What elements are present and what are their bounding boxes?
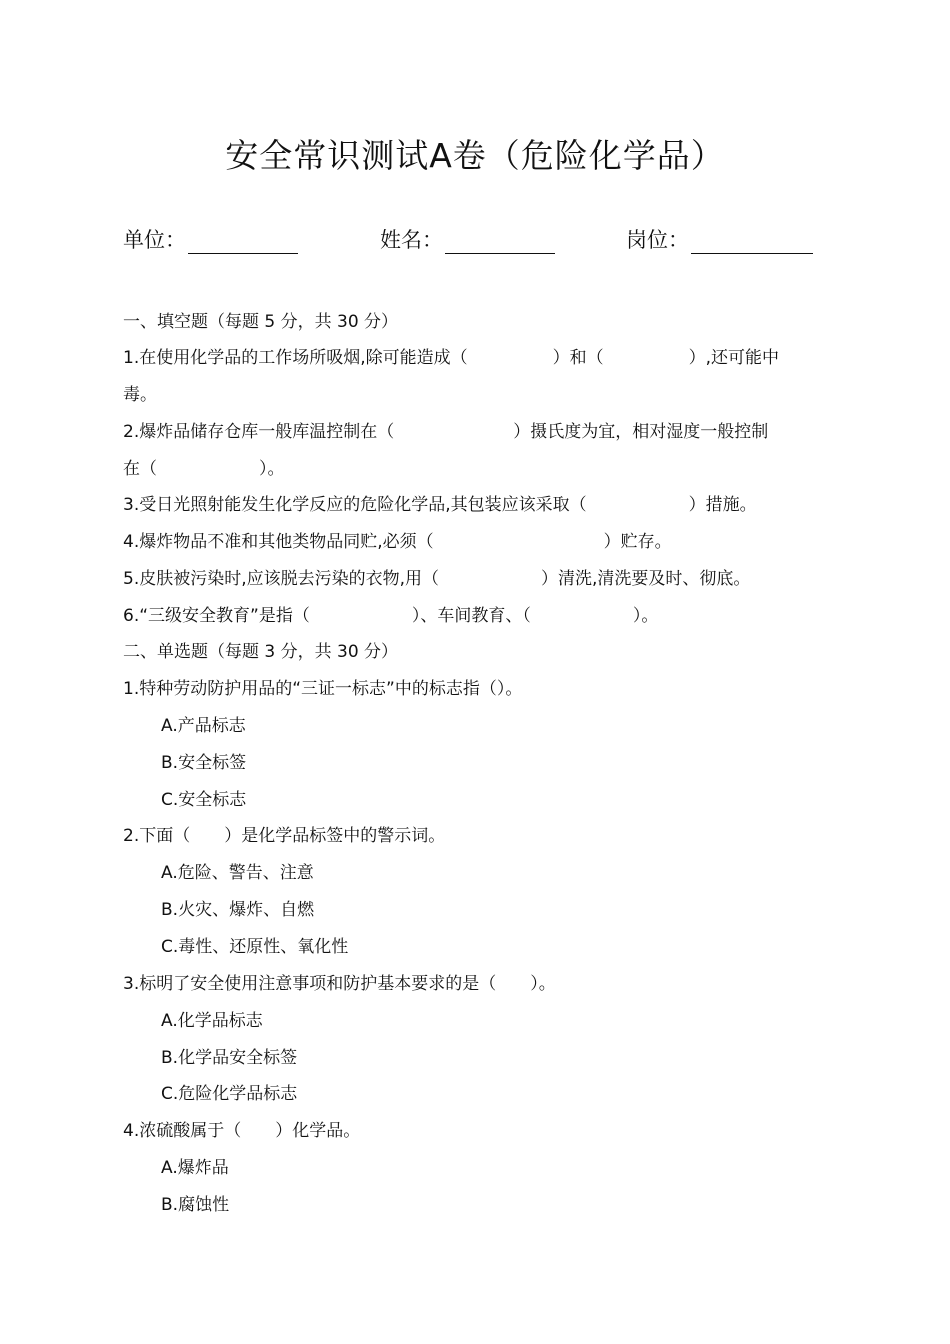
post-label: 岗位：	[626, 228, 689, 252]
name-label: 姓名：	[380, 228, 443, 252]
name-blank[interactable]	[445, 229, 555, 254]
choice-question-3-option-a: A.化学品标志	[161, 1011, 263, 1031]
choice-question-4-option-a: A.爆炸品	[161, 1158, 229, 1178]
fill-question-2-line1: 2.爆炸品储存仓库一般库温控制在（ ）摄氏度为宜，相对湿度一般控制	[123, 422, 769, 442]
fill-question-1-line1: 1.在使用化学品的工作场所吸烟,除可能造成（ ）和（ ）,还可能中	[123, 348, 780, 368]
name-field	[380, 224, 555, 254]
fill-question-2-line2: 在（ ）。	[123, 459, 285, 479]
choice-question-1-option-b: B.安全标签	[161, 753, 247, 773]
choice-question-1-option-a: A.产品标志	[161, 716, 246, 736]
choice-question-3-stem: 3.标明了安全使用注意事项和防护基本要求的是（ ）。	[123, 974, 556, 994]
unit-field	[123, 224, 298, 254]
choice-question-4-option-b: B.腐蚀性	[161, 1195, 230, 1215]
fill-question-3: 3.受日光照射能发生化学反应的危险化学品,其包装应该采取（ ）措施。	[123, 495, 757, 515]
fill-question-6: 6.“三级安全教育”是指（ ）、车间教育、（ ）。	[123, 606, 659, 626]
section1-heading: 一、填空题（每题 5 分，共 30 分）	[123, 312, 399, 332]
unit-blank[interactable]	[188, 229, 298, 254]
fill-question-1-line2: 毒。	[123, 385, 157, 405]
choice-question-2-stem: 2.下面（ ）是化学品标签中的警示词。	[123, 826, 446, 846]
choice-question-2-option-c: C.毒性、还原性、氧化性	[161, 937, 349, 957]
choice-question-1-option-c: C.安全标志	[161, 790, 247, 810]
choice-question-2-option-b: B.火灾、爆炸、自燃	[161, 900, 315, 920]
choice-question-1-stem: 1.特种劳动防护用品的“三证一标志”中的标志指（）。	[123, 679, 523, 699]
post-field	[626, 224, 813, 254]
section2-heading: 二、单选题（每题 3 分，共 30 分）	[123, 642, 399, 662]
post-blank[interactable]	[691, 229, 813, 254]
unit-label: 单位：	[123, 228, 186, 252]
fill-question-5: 5.皮肤被污染时,应该脱去污染的衣物,用（ ）清洗,清洗要及时、彻底。	[123, 569, 751, 589]
choice-question-3-option-b: B.化学品安全标签	[161, 1048, 298, 1068]
choice-question-3-option-c: C.危险化学品标志	[161, 1084, 298, 1104]
choice-question-2-option-a: A.危险、警告、注意	[161, 863, 314, 883]
choice-question-4-stem: 4.浓硫酸属于（ ）化学品。	[123, 1121, 361, 1141]
fill-question-4: 4.爆炸物品不准和其他类物品同贮,必须（ ）贮存。	[123, 532, 672, 552]
page-title: 安全常识测试A卷（危险化学品）	[225, 136, 725, 175]
